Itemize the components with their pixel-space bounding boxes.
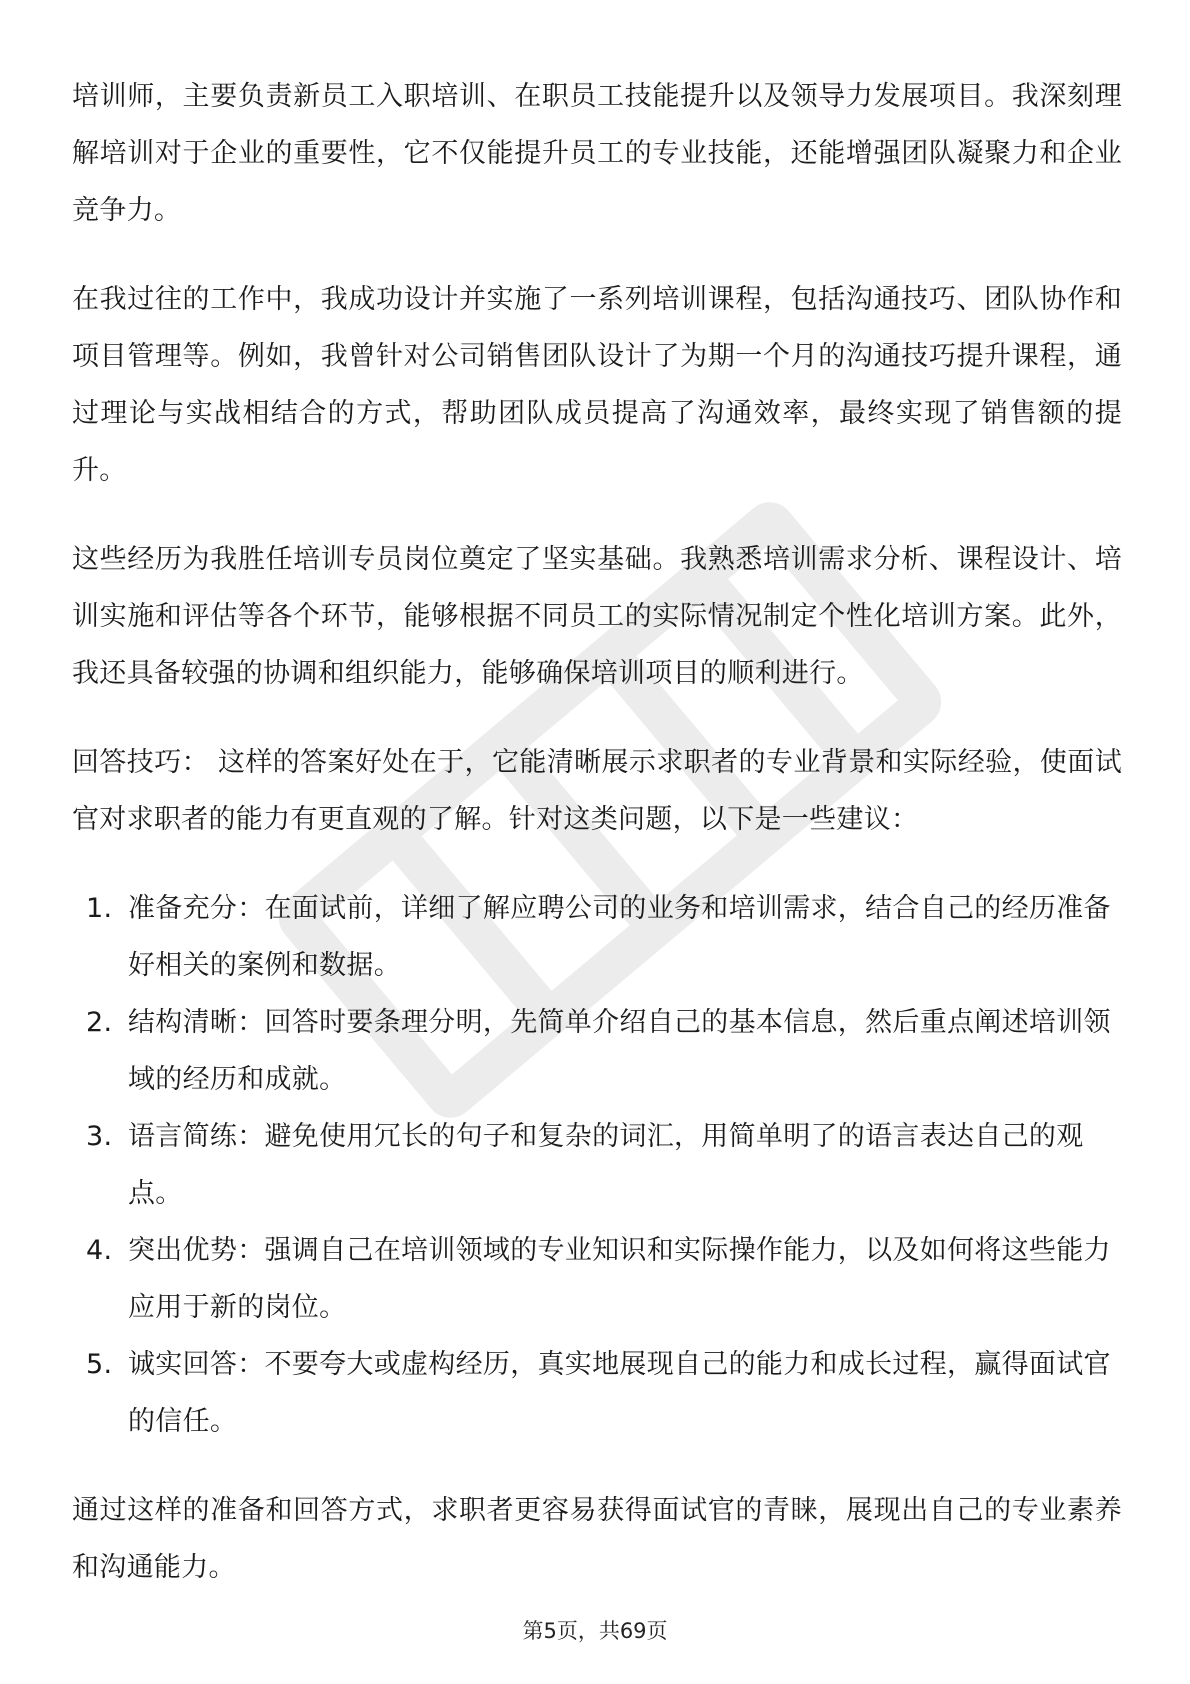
list-item [72, 994, 1122, 1108]
list-item-text: 准备充分：在面试前，详细了解应聘公司的业务和培训需求，结合自己的经历准备好相关的案例和数据。 [128, 893, 1111, 981]
list-item-number: 1. [86, 893, 113, 924]
document-body [72, 68, 1122, 1628]
list-item [72, 1108, 1122, 1222]
closing-paragraph: 通过这样的准备和回答方式，求职者更容易获得面试官的青睐，展现出自己的专业素养和沟通能力。 [72, 1495, 1122, 1583]
list-item-number: 4. [86, 1235, 113, 1266]
list-item-text: 诚实回答：不要夸大或虚构经历，真实地展现自己的能力和成长过程，赢得面试官的信任。 [128, 1349, 1111, 1437]
qualification-paragraph: 这些经历为我胜任培训专员岗位奠定了坚实基础。我熟悉培训需求分析、课程设计、培训实施和评估等各个环节，能够根据不同员工的实际情况制定个性化培训方案。此外，我还具备较强的协调和组织能力，能够确保培训项目的顺利进行。 [72, 544, 1122, 689]
list-item-number: 3. [86, 1121, 113, 1152]
list-item-number: 5. [86, 1349, 113, 1380]
list-item-number: 2. [86, 1007, 113, 1038]
answer-tips-paragraph: 回答技巧： 这样的答案好处在于，它能清晰展示求职者的专业背景和实际经验，使面试官对求职者的能力有更直观的了解。针对这类问题，以下是一些建议： [72, 747, 1122, 835]
tips-list [72, 880, 1122, 1450]
page-number-footer: 第5页，共69页 [522, 1619, 668, 1643]
experience-paragraph: 在我过往的工作中，我成功设计并实施了一系列培训课程，包括沟通技巧、团队协作和项目管理等。例如，我曾针对公司销售团队设计了为期一个月的沟通技巧提升课程，通过理论与实战相结合的方式，帮助团队成员提高了沟通效率，最终实现了销售额的提升。 [72, 284, 1122, 486]
list-item-text: 语言简练：避免使用冗长的句子和复杂的词汇，用简单明了的语言表达自己的观点。 [128, 1121, 1084, 1209]
list-item-text: 结构清晰：回答时要条理分明，先简单介绍自己的基本信息，然后重点阐述培训领域的经历和成就。 [128, 1007, 1111, 1095]
intro-paragraph: 培训师，主要负责新员工入职培训、在职员工技能提升以及领导力发展项目。我深刻理解培训对于企业的重要性，它不仅能提升员工的专业技能，还能增强团队凝聚力和企业竞争力。 [72, 81, 1122, 226]
list-item-text: 突出优势：强调自己在培训领域的专业知识和实际操作能力，以及如何将这些能力应用于新的岗位。 [128, 1235, 1111, 1323]
list-item [72, 880, 1122, 994]
list-item [72, 1336, 1122, 1450]
list-item [72, 1222, 1122, 1336]
